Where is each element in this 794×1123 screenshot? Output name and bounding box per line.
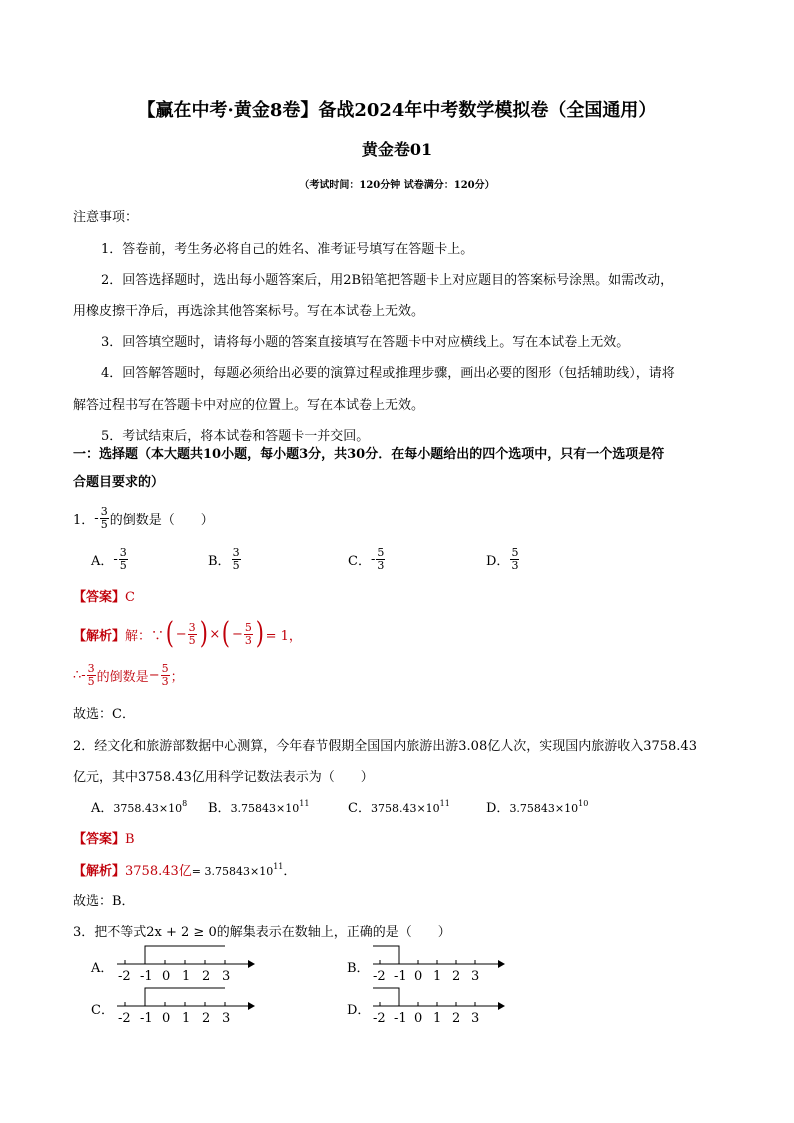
- page-title: 【赢在中考·黄金8卷】备战2024年中考数学模拟卷（全国通用）: [137, 100, 657, 121]
- question-3-stem: 3．把不等式2x + 2 ≥ 0的解集表示在数轴上，正确的是（ ）: [73, 925, 451, 940]
- q3-option-d-label: D．: [347, 1003, 371, 1018]
- svg-text:2: 2: [452, 1011, 461, 1026]
- svg-text:-2: -2: [373, 969, 386, 984]
- q1-stem-tail: 的倒数是（ ）: [109, 512, 214, 528]
- q3-option-b-label: B．: [347, 961, 370, 976]
- svg-text:0: 0: [414, 1011, 423, 1026]
- svg-text:0: 0: [162, 969, 171, 984]
- q2-analysis: 【解析】3758.43亿= $3.75843\times 10^{11}$．: [73, 862, 297, 879]
- q2-option-c: C．$3758.43\times 10^{11}$: [348, 799, 450, 816]
- notice-item: 3．回答填空题时，请将每小题的答案直接填写在答题卡中对应横线上。写在本试卷上无效。: [101, 335, 630, 350]
- q2-option-b: B．$3.75843\times 10^{11}$: [208, 799, 310, 816]
- svg-text:-1: -1: [394, 1011, 407, 1026]
- notice-item: 4．回答解答题时，每题必须给出必要的演算过程或推理步骤，画出必要的图形（包括辅助线），请将: [101, 366, 675, 381]
- q3-option-a-label: A．: [91, 961, 114, 976]
- svg-text:3: 3: [471, 969, 480, 984]
- svg-text:1: 1: [433, 969, 442, 984]
- q1-answer: 【答案】C: [73, 590, 135, 605]
- answer-tag: 【答案】: [73, 832, 126, 847]
- q2-choose: 故选：B．: [73, 894, 135, 909]
- svg-text:-2: -2: [118, 969, 131, 984]
- svg-text:-2: -2: [118, 1011, 131, 1026]
- svg-text:-1: -1: [140, 969, 153, 984]
- number-line-d: [373, 988, 505, 1026]
- svg-text:2: 2: [202, 1011, 211, 1026]
- svg-text:0: 0: [414, 969, 423, 984]
- analysis-tag: 【解析】: [73, 864, 126, 879]
- svg-text:-2: -2: [373, 1011, 386, 1026]
- q2-option-d: D．$3.75843\times 10^{10}$: [486, 799, 589, 816]
- svg-text:0: 0: [162, 1011, 171, 1026]
- question-2-stem: 2．经文化和旅游部数据中心测算，今年春节假期全国国内旅游出游3.08亿人次，实现国内旅游收入3758.43: [73, 739, 697, 754]
- q1-neg-sign: -: [94, 510, 99, 526]
- notice-item: 1．答卷前，考生务必将自己的姓名、准考证号填写在答题卡上。: [101, 242, 474, 257]
- q3-option-c-label: C．: [91, 1003, 114, 1018]
- svg-text:2: 2: [452, 969, 461, 984]
- section-heading-cont: 合题目要求的）: [73, 475, 165, 490]
- exam-info: （考试时间：120分钟 试卷满分：120分）: [299, 180, 495, 191]
- svg-text:1: 1: [182, 969, 191, 984]
- q1-option-c: C． - $\frac{5}{3}$: [348, 545, 385, 572]
- svg-text:-1: -1: [140, 1011, 153, 1026]
- q1-option-b: B． $\frac{3}{5}$: [208, 545, 240, 572]
- svg-text:3: 3: [222, 969, 231, 984]
- svg-text:1: 1: [433, 1011, 442, 1026]
- q1-choose: 故选：C．: [73, 707, 135, 722]
- q1-analysis: 【解析】 解：∵ ( − $\frac{3}{5}$ ) × ( − $\frac{5}{3}$ ) = 1，: [73, 616, 302, 651]
- notice-heading: 注意事项：: [73, 210, 139, 225]
- q2-option-a: A．$3758.43\times 10^8$: [91, 799, 188, 816]
- notice-item: 解答过程书写在答题卡中对应的位置上。写在本试卷上无效。: [73, 398, 425, 413]
- notice-item: 5．考试结束后，将本试卷和答题卡一并交回。: [101, 429, 370, 444]
- q1-option-d: D． $\frac{5}{3}$: [486, 545, 519, 572]
- q1-conclusion: ∴- $\frac{3}{5}$ 的倒数是 − $\frac{5}{3}$ ；: [73, 661, 184, 688]
- question-2-stem-cont: 亿元，其中3758.43亿用科学记数法表示为（ ）: [73, 770, 374, 785]
- section-heading: 一：选择题（本大题共10小题，每小题3分，共30分．在每小题给出的四个选项中，只有一个选项是符: [73, 447, 665, 462]
- number-line-c: [117, 988, 255, 1026]
- svg-text:1: 1: [182, 1011, 191, 1026]
- q1-fraction: $\frac{3}{5}$: [100, 504, 108, 531]
- analysis-tag: 【解析】: [73, 628, 126, 644]
- q1-number: 1．: [73, 512, 95, 528]
- paper-subtitle: 黄金卷01: [361, 140, 433, 159]
- answer-tag: 【答案】: [73, 590, 126, 605]
- q2-answer: 【答案】B: [73, 832, 135, 847]
- notice-item: 2．回答选择题时，选出每小题答案后，用2B铅笔把答题卡上对应题目的答案标号涂黑。如需改动，: [101, 273, 674, 288]
- svg-text:2: 2: [202, 969, 211, 984]
- number-line-b: [373, 946, 505, 984]
- q1-option-a: A． - $\frac{3}{5}$: [91, 545, 127, 572]
- svg-text:-1: -1: [394, 969, 407, 984]
- svg-text:3: 3: [222, 1011, 231, 1026]
- svg-text:3: 3: [471, 1011, 480, 1026]
- number-line-a: [117, 946, 255, 984]
- notice-item: 用橡皮擦干净后，再选涂其他答案标号。写在本试卷上无效。: [73, 304, 425, 319]
